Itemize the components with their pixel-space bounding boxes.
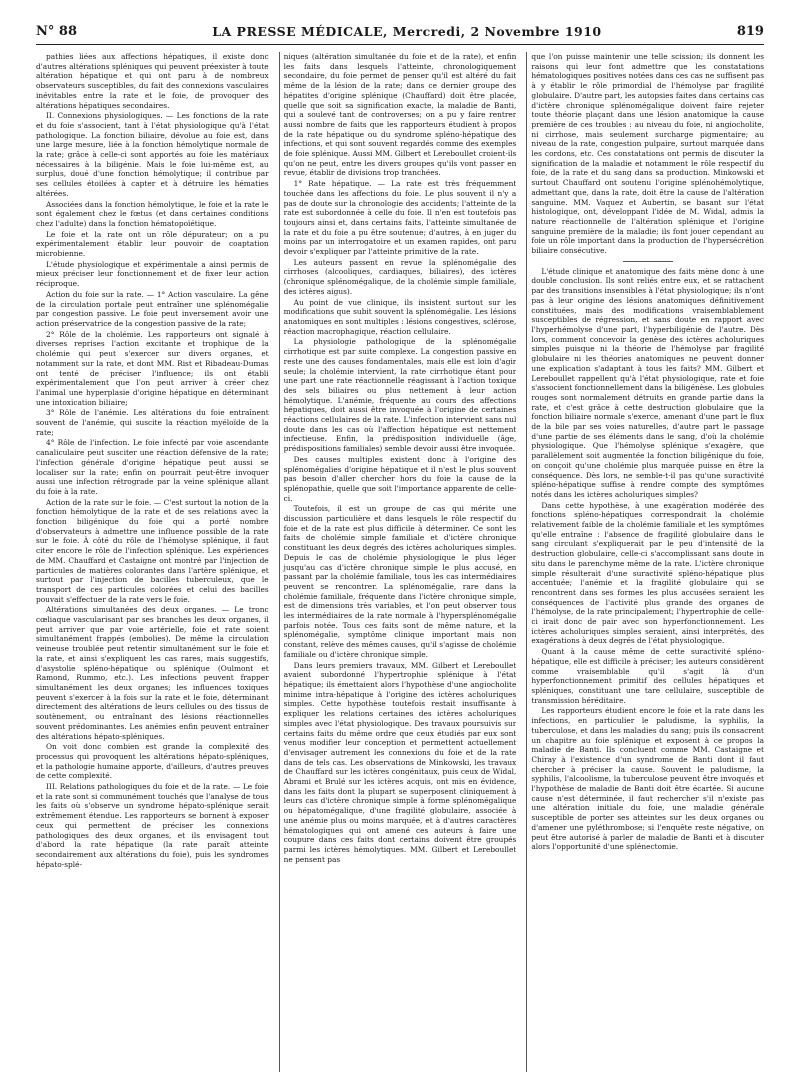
paragraph: Toutefois, il est un groupe de cas qui mérite une discussion particulière et dans lesquels le rôle respectif du foie et de la rate est plus difficile à déterminer. Ce sont les faits de cholémie simple familiale et d'ictère chronique constituant les deux degrés des ictères acholuriques simples. Depuis le cas de cholémie physiologique le plus léger jusqu'au cas d'ictère chronique simple le plus accusé, en passant par la cholémie familiale, tous les cas intermédiaires peuvent se rencontrer. La splénomégalie, rare dans la cholémie familiale, fréquente dans l'ictère chronique simple, est de dimensions très variables, et l'on peut observer tous les intermédiaires de la rate normale à l'hypersplénomégalie parfois notée. Tous ces faits sont de même nature, et la splénomégalie, symptôme clinique important mais non constant, relève des mêmes causes, qu'il s'agisse de cholémie familiale ou d'ictère chronique simple. <box>283 504 517 659</box>
issue-number: N° 88 <box>36 23 77 39</box>
paragraph: La physiologie pathologique de la splénomégalie cirrhotique est par suite complexe. La congestion passive en reste une des causes fondamentales, mais elle est loin d'agir seule; la cholémie intervient, la rate cirrhotique étant pour une part une rate réactionnelle réagissant à l'action toxique des sels biliaires ou plus nettement à leur action hémolytique. L'anémie, fréquente au cours des affections hépatiques, doit aussi être invoquée à l'origine de certaines réactions cellulaires de la rate. L'infection intervient sans nul doute dans les cas où l'affection hépatique est nettement infectieuse. Enfin, la prédisposition individuelle (âge, prédispositions familiales) semble devoir aussi être invoquée. <box>283 337 517 454</box>
page-header <box>36 20 764 42</box>
paragraph: Action du foie sur la rate. — 1° Action vasculaire. La gêne de la circulation portale peut entraîner une splénomégalie par congestion passive. Le foie peut inversement avoir une action préservatrice de la congestion passive de la rate; <box>36 289 269 328</box>
paragraph: Dans leurs premiers travaux, MM. Gilbert et Lereboullet avaient subordonné l'hypertrophie splénique à l'état hépatique; ils émettaient alors l'hypothèse d'une angiocholite minime intra-hépatique à l'origine des ictères acholuriques simples. Cette hypothèse toutefois restait insuffisante à expliquer les relations certaines des ictères acholuriques simples avec l'état physiologique. Des travaux poursuivis sur certains faits du même ordre que ceux étudiés par eux sont venus modifier leur conception et permettent actuellement d'envisager autrement les connexions du foie et de la rate dans de tels cas. Les observations de Minkowski, les travaux de Chauffard sur les ictères congénitaux, puis ceux de Widal, Abrami et Brulé sur les ictères acquis, ont mis en évidence, dans les faits dont la plupart se superposent cliniquement à leurs cas d'ictère chronique simple à forme splénomégalique ou hépatomégalique, d'une fragilité globulaire, associée à une anémie plus ou moins marquée, et à d'autres caractères hématologiques qui ont amené ces auteurs à faire une coupure dans ces faits dont certains doivent être groupés parmi les ictères hémolytiques. MM. Gilbert et Lereboullet ne pensent pas <box>283 660 517 864</box>
text-column-1 <box>36 52 269 1072</box>
paragraph: Dans cette hypothèse, à une exagération modérée des fonctions spléno-hépatiques correspondrait la cholémie relativement faible de la cholémie familiale et les symptômes qu'elle entraîne : l'absence de fragilité globulaire dans le sang circulant s'expliquerait par le peu d'intensité de la destruction globulaire, celle-ci s'accomplissant sans doute in situ dans le parenchyme même de la rate. L'ictère chronique simple résulterait d'une suractivité spléno-hépatique plus accentuée; l'anémie et la fragilité globulaire qui se rencontrent dans ses formes les plus accusées seraient les conséquences de l'activité plus grande des organes de l'hémolyse, de la rate principalement; l'hypertrophie de celle-ci irait donc de pair avec son hyperfonctionnement. Les ictères acholuriques simples seraient, ainsi interprétés, des exagérations à deux degrés de l'état physiologique. <box>531 500 765 646</box>
page-number: 819 <box>736 23 764 39</box>
paragraph: pathies liées aux affections hépatiques, il existe donc d'autres altérations spléniques qui peuvent préexister à toute altération hépatique et qui ont paru à de nombreux observateurs susceptibles, du fait des connexions vasculaires inévitables entre la rate et le foie, de provoquer des altérations hépatiques secondaires. <box>36 52 269 110</box>
paragraph: Le foie et la rate ont un rôle dépurateur; on a pu expérimentalement établir leur pouvoir de coaptation microbienne. <box>36 229 269 259</box>
paragraph: Les rapporteurs étudient encore le foie et la rate dans les infections, en particulier le paludisme, la syphilis, la tuberculose, et dans les maladies du sang; puis ils consacrent un chapitre au foie splénique et exposent à ce propos la maladie de Banti. Ils concluent comme MM. Castaigne et Chiray à l'existence d'un syndrome de Banti dont il faut chercher à préciser la cause. Souvent le paludisme, la syphilis, l'alcoolisme, la tuberculose peuvent être invoqués et l'hypothèse de maladie de Banti doit être écartée. Si aucune cause n'est déterminée, il faut rechercher s'il n'existe pas une altération initiale du foie, une maladie générale susceptible de porter ses atteintes sur les deux organes ou d'amener une pyléthrombose; si l'enquête reste négative, on peut être autorisé à parler de maladie de Banti et à discuter alors l'opportunité d'une splénectomie. <box>531 706 765 852</box>
paragraph: II. Connexions physiologiques. — Les fonctions de la rate et du foie s'associent, tant à l'état physiologique qu'à l'état pathologique. La fonction biliaire, dévolue au foie est, dans une large mesure, liée à la fonction hémolytique normale de la rate; grâce à celle-ci sont apportés au foie les matériaux nécessaires à la biligénie. Mais le foie lui-même est, au surplus, doué d'une fonction hémolytique; il contribue par ses cellules étoilées à capter et à détruire les hématies altérées. <box>36 111 269 198</box>
article-columns <box>36 52 764 1072</box>
paragraph: que l'on puisse maintenir une telle scission; ils donnent les raisons qui leur font admettre que les constatations hématologiques positives notées dans ces cas ne suffisent pas à y établir le rôle primordial de l'hémolyse par fragilité globulaire. D'autre part, les autopsies faites dans certains cas d'ictère chronique splénomégalique doivent faire rejeter toute théorie plaçant dans une lésion anatomique la cause première de ces troubles : au niveau du foie, ni angiocholite, ni cirrhose, mais seulement surcharge pigmentaire; au niveau de la rate, congestion pulpaire, surtout marquée dans les cordons, etc. Ces constatations ont permis de discuter la signification de la maladie et notamment le rôle respectif du foie, de la rate et du sang dans sa production. Minkowski et surtout Chauffard ont soutenu l'origine splénohémolytique, admettant que, dans la rate, doit être la cause de l'altération sanguine. MM. Vaquez et Aubertin, se basant sur l'état histologique, ont, développant l'idée de M. Widal, admis la nature réactionnelle de l'altération splénique et l'origine sanguine première de la maladie; ils font jouer cependant au foie un rôle important dans la production de l'hypersécrétion biliaire consécutive. <box>531 52 765 256</box>
paragraph: On voit donc combien est grande la complexité des processus qui provoquent les altérations hépato-spléniques, et la pathologie humaine apporte, d'ailleurs, d'autres preuves de cette complexité. <box>36 742 269 781</box>
paragraph: III. Relations pathologiques du foie et de la rate. — Le foie et la rate sont si communément touchés que l'analyse de tous les faits où s'observe un syndrome hépato-splénique serait extrêmement étendue. Les rapporteurs se bornent à exposer ceux qui permettent de préciser les connexions pathologiques des deux organes, et ils envisagent tout d'abord la rate hépatique (la rate paraît atteinte secondairement aux altérations du foie), puis les syndromes hépato-splé- <box>36 782 269 869</box>
journal-title: LA PRESSE MÉDICALE, Mercredi, 2 Novembre 1910 <box>212 23 602 39</box>
paragraph: Action de la rate sur le foie. — C'est surtout la notion de la fonction hémolytique de la rate et de ses relations avec la fonction biligénique du foie qui a porté nombre d'observateurs à admettre une influence possible de la rate sur le foie. À côté du rôle de l'hémolyse splénique, il faut citer encore le rôle de l'infection splénique. Les expériences de MM. Chauffard et Castaigne ont montré par l'injection de particules de matières colorantes dans l'artère splénique, et surtout par l'injection de bacilles tuberculeux, que le transport de ces particules colorées et celui des bacilles pouvait s'effectuer de la rate vers le foie. <box>36 497 269 604</box>
text-column-2 <box>279 52 517 1072</box>
paragraph: Des causes multiples existent donc à l'origine des splénomégalies d'origine hépatique et il n'est le plus souvent pas besoin d'aller chercher hors du foie la cause de la splénopathie, quelle que soit l'importance apparente de celle-ci. <box>283 454 517 503</box>
paragraph: L'étude clinique et anatomique des faits mène donc à une double conclusion. Ils sont reliés entre eux, et se rattachent par des transitions insensibles à l'état physiologique; ils n'ont pas à leur origine des lésions anatomiques définitivement constituées, mais des modifications vraisemblablement susceptibles de régression, et sans doute en rapport avec l'hyperhémolyse d'une part, l'hyperbiligénie de l'autre. Dès lors, comment concevoir la genèse des ictères acholuriques simples puisque ni la théorie de l'hémolyse par fragilité globulaire ni les théories anatomiques ne peuvent donner une explication s'adaptant à tous les faits? MM. Gilbert et Lereboullet rappellent qu'à l'état physiologique, rate et foie s'associent fonctionnellement dans la biligénèse. Les globules rouges sont normalement détruits en grande partie dans la rate, et c'est grâce à cette destruction globulaire que la fonction biliaire normale s'exerce, amenant d'une part le flux de la bile par ses voies naturelles, d'autre part le passage d'une partie de ses éléments dans le sang, d'où la cholémie physiologique. Que l'hémolyse splénique s'exagère, que parallèlement soit augmentée la fonction biligénique du foie, on conçoit qu'une cholémie plus marquée puisse en être la conséquence. Dès lors, ne semble-t-il pas qu'une suractivité spléno-hépatique suffise à rendre compte des symptômes notés dans les ictères acholuriques simples? <box>531 266 765 499</box>
paragraph: 2° Rôle de la cholémie. Les rapporteurs ont signalé à diverses reprises l'action excitante et trophique de la cholémie qui peut s'exercer sur divers organes, et notamment sur la rate, et dont MM. Rist et Ribadeau-Dumas ont tenté de préciser l'influence; ils ont établi expérimentalement que l'on peut arriver à créer chez l'animal une hyperplasie d'origine hépatique en déterminant une intoxication biliaire; <box>36 329 269 407</box>
paragraph: niques (altération simultanée du foie et de la rate), et enfin les faits dans lesquels l'atteinte, chronologiquement secondaire, du foie permet de penser qu'il est altéré du fait même de la lésion de la rate; dans ce dernier groupe des hépatites d'origine splénique (Chauffard) doit être placée, quelle que soit sa signification exacte, la maladie de Banti, qui a soulevé tant de controverses; on a pu y faire rentrer aussi nombre de faits que les rapporteurs étudient à propos de la rate hépatique ou du syndrome spléno-hépatique des infections, et qui sont souvent regardés comme des exemples de foie splénique. Aussi MM. Gilbert et Lereboullet croient-ils qu'on ne peut, entre les divers groupes qu'ils vont passer en revue, établir de divisions trop tranchées. <box>283 52 517 178</box>
text-column-3 <box>526 52 764 1072</box>
paragraph: 4° Rôle de l'infection. Le foie infecté par voie ascendante canaliculaire peut susciter une réaction défensive de la rate; l'infection générale d'origine hépatique peut aussi se localiser sur la rate; enfin on pourrait peut-être invoquer aussi une infection rétrograde par la veine splénique allant du foie à la rate. <box>36 438 269 496</box>
paragraph: Altérations simultanées des deux organes. — Le tronc cœliaque vascularisant par ses branches les deux organes, il peut arriver que par voie artérielle, foie et rate soient simultanément frappés (embolies). De même la circulation veineuse troublée peut retentir simultanément sur le foie et la rate, et ainsi s'expliquent les cas rares, mais suggestifs, d'asystolie spléno-hépatique ou splénique (Oulmont et Ramond, Rummo, etc.). Les infections peuvent frapper simultanément les deux organes; les influences toxiques peuvent s'exercer à la fois sur la rate et le foie, déterminant directement des altérations de leurs cellules ou des tissus de soutènement, ou entraînant des lésions réactionnelles souvent prédominantes. Les anémies enfin peuvent entraîner des altérations hépato-spléniques. <box>36 605 269 741</box>
paragraph: Associées dans la fonction hémolytique, le foie et la rate le sont également chez le fœtus (et dans certaines conditions chez l'adulte) dans la fonction hématopoïétique. <box>36 199 269 228</box>
paragraph: L'étude physiologique et expérimentale a ainsi permis de mieux préciser leur fonctionnement et de fixer leur action réciproque. <box>36 259 269 289</box>
paragraph: Les auteurs passent en revue la splénomégalie des cirrhoses (alcooliques, cardiaques, biliaires), des ictères (chronique splénomégalique, de la cholémie simple familiale, des ictères aigus). <box>283 257 517 296</box>
paragraph: 1° Rate hépatique. — La rate est très fréquemment touchée dans les affections du foie. Le plus souvent il n'y a pas de doute sur la chronologie des accidents; l'atteinte de la rate est subordonnée à celle du foie. Il n'en est toutefois pas toujours ainsi et, dans certains faits, l'atteinte simultanée de la rate et du foie a pu être soutenue; d'autres, à en juger du moins par un interrogatoire et un examen rapides, ont paru devoir s'expliquer par l'atteinte primitive de la rate. <box>283 179 517 257</box>
paragraph: 3° Rôle de l'anémie. Les altérations du foie entraînent souvent de l'anémie, qui suscite la réaction myéloïde de la rate; <box>36 408 269 437</box>
paragraph: Au point de vue clinique, ils insistent surtout sur les modifications que subit souvent la splénomégalie. Les lésions anatomiques en sont multiples : lésions congestives, sclérose, réaction macrophagique, réaction cellulaire. <box>283 297 517 336</box>
paragraph: Quant à la cause même de cette suractivité spléno-hépatique, elle est difficile à préciser; les auteurs considèrent comme vraisemblable qu'il s'agit là d'un hyperfonctionnement primitif des cellules hépatiques et spléniques, constituant une tare cellulaire, susceptible de transmission héréditaire. <box>531 647 765 705</box>
section-divider <box>623 261 673 262</box>
header-rule <box>36 44 764 45</box>
